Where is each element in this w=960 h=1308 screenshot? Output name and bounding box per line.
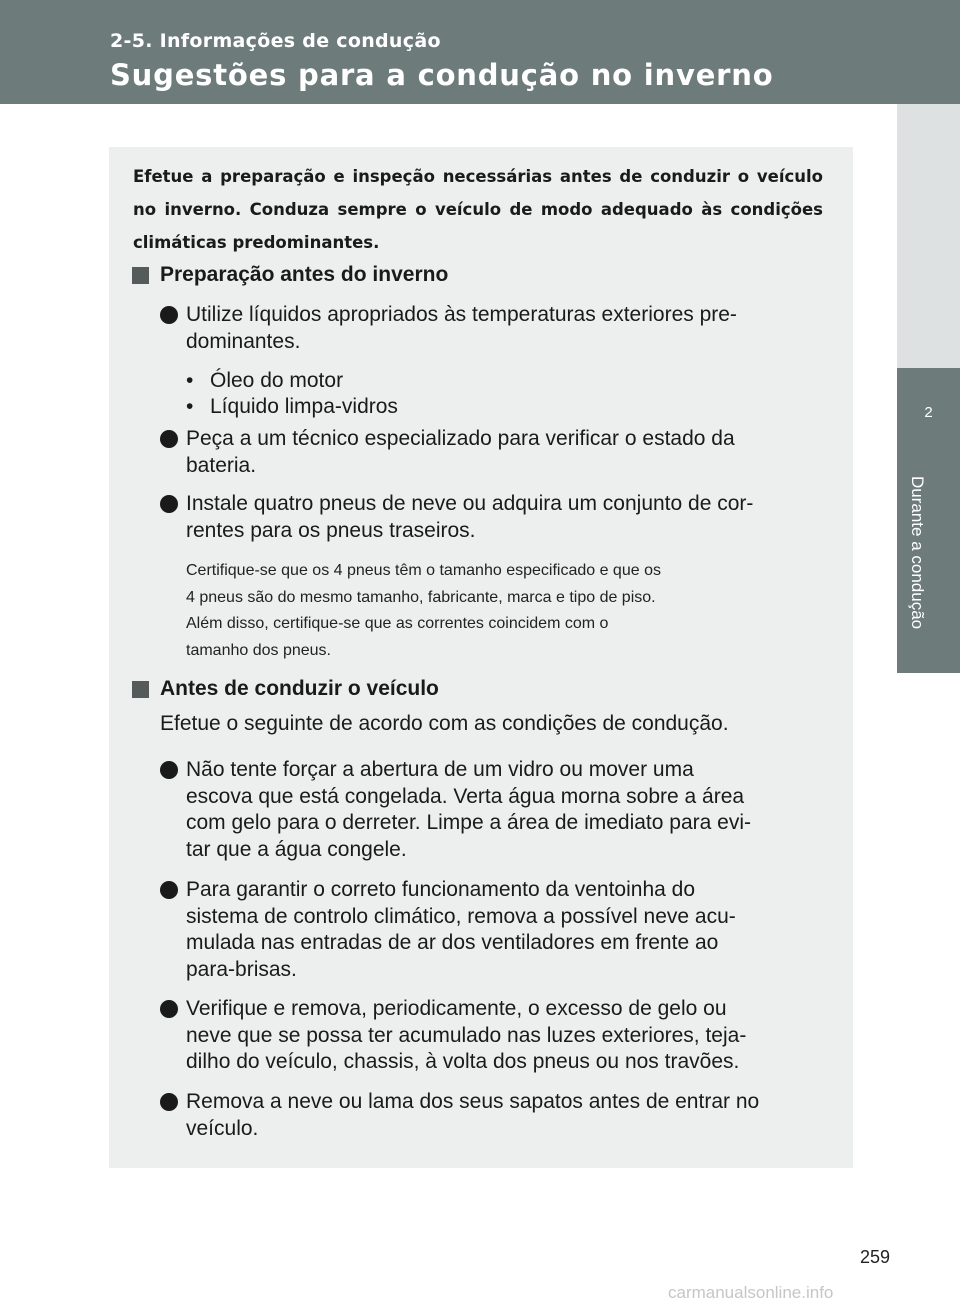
bullet-line: sistema de controlo climático, remova a possível neve acu- (186, 904, 736, 928)
chapter-number: 2 (924, 404, 933, 421)
note-line: 4 pneus são do mesmo tamanho, fabricante, marca e tipo de piso. (186, 588, 656, 606)
bullet-line: rentes para os pneus traseiros. (186, 518, 476, 542)
bullet-line: Verifique e remova, periodicamente, o excesso de gelo ou (186, 997, 727, 1020)
bullet-excess-ice (160, 996, 822, 1076)
note-line: Além disso, certifique-se que as correntes coincidem com o (186, 615, 609, 633)
bullet-line: Utilize líquidos apropriados às temperaturas exteriores pre- (186, 303, 737, 326)
bullet-line: tar que a água congele. (186, 837, 407, 861)
page-title: Sugestões para a condução no inverno (110, 58, 774, 92)
section-label: 2-5. Informações de condução (110, 30, 441, 52)
square-bullet-icon (132, 267, 149, 284)
round-bullet-icon (160, 495, 178, 513)
sub-item-text: Líquido limpa-vidros (210, 395, 398, 418)
bullet-line: veículo. (186, 1116, 259, 1140)
bullet-line: Para garantir o correto funcionamento da ventoinha do (186, 878, 695, 901)
round-bullet-icon (160, 306, 178, 324)
sub-item-washer-fluid (186, 394, 398, 420)
section2-intro: Efetue o seguinte de acordo com as condições de condução. (160, 712, 729, 735)
bullet-line: para-brisas. (186, 957, 297, 981)
page-header (0, 0, 960, 104)
bullet-snow-tires (160, 491, 822, 544)
bullet-line: bateria. (186, 453, 257, 477)
bullet-frozen-window (160, 757, 822, 863)
chapter-label: Durante a condução (908, 476, 927, 630)
heading-text: Antes de conduzir o veículo (160, 677, 439, 700)
sub-item-text: Óleo do motor (210, 369, 344, 392)
bullet-line: neve que se possa ter acumulado nas luzes exteriores, teja- (186, 1023, 747, 1047)
bullet-battery (160, 426, 822, 479)
round-bullet-icon (160, 881, 178, 899)
round-bullet-icon (160, 430, 178, 448)
intro-paragraph: Efetue a preparação e inspeção necessárias antes de conduzir o veículo no inverno. Conduza sempre o veículo de modo adequado às condições climáticas predominantes. (133, 167, 823, 252)
round-bullet-icon (160, 1000, 178, 1018)
page-number: 259 (859, 1247, 890, 1267)
watermark-text: carmanualsonline.info (668, 1283, 834, 1302)
bullet-line: Peça a um técnico especializado para verificar o estado da (186, 427, 735, 450)
note-line: Certifique-se que os 4 pneus têm o tamanho especificado e que os (186, 562, 661, 579)
tire-note (186, 558, 822, 665)
bullet-liquids (160, 302, 822, 355)
note-line: tamanho dos pneus. (186, 642, 331, 660)
bullet-line: Remova a neve ou lama dos seus sapatos antes de entrar no (186, 1090, 760, 1113)
sub-item-engine-oil (186, 368, 343, 394)
bullet-line: escova que está congelada. Verta água morna sobre a área (186, 784, 745, 808)
bullet-line: Não tente forçar a abertura de um vidro ou mover uma (186, 758, 694, 781)
dot-marker-icon: • (186, 395, 194, 418)
round-bullet-icon (160, 1093, 178, 1111)
bullet-line: Instale quatro pneus de neve ou adquira um conjunto de cor- (186, 492, 754, 515)
bullet-line: mulada nas entradas de ar dos ventiladores em frente ao (186, 931, 719, 954)
square-bullet-icon (132, 681, 149, 698)
bullet-line: com gelo para o derreter. Limpe a área de imediato para evi- (186, 811, 751, 834)
bullet-shoes (160, 1089, 822, 1142)
dot-marker-icon: • (186, 369, 194, 392)
heading-before-driving (132, 677, 439, 701)
chapter-side-tab (897, 368, 960, 673)
round-bullet-icon (160, 761, 178, 779)
bullet-line: dilho do veículo, chassis, à volta dos pneus ou nos travões. (186, 1050, 740, 1073)
heading-winter-preparation (132, 263, 448, 287)
bullet-climate-fan (160, 877, 822, 983)
side-tab-spacer (897, 104, 960, 368)
bullet-line: dominantes. (186, 329, 301, 353)
heading-text: Preparação antes do inverno (160, 263, 449, 286)
